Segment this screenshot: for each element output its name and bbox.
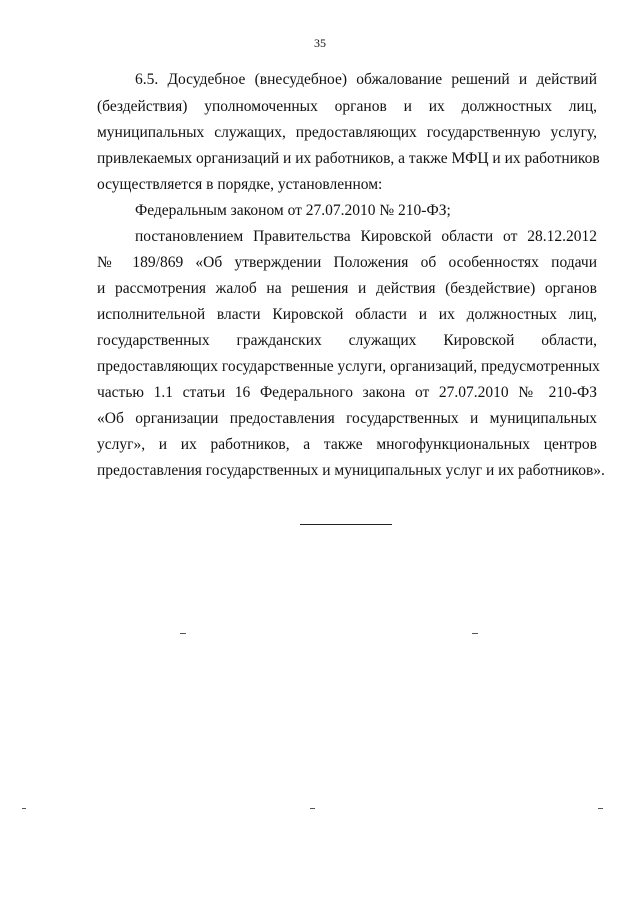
paragraph-line: предоставления государственных и муниципальных услуг и их работников».	[97, 462, 605, 479]
paragraph-line: Федеральным законом от 27.07.2010 № 210-ФЗ;	[135, 202, 451, 219]
paragraph-line: осуществляется в порядке, установленном:	[97, 176, 383, 193]
paragraph-line: № 189/869 «Об утверждении Положения об особенностях подачи	[97, 254, 597, 271]
paragraph-line: государственных гражданских служащих Кировской области,	[97, 332, 597, 349]
page-number: 35	[314, 36, 326, 50]
paragraph-line: услуг», и их работников, а также многофункциональных центров	[97, 436, 597, 453]
scan-artifact	[180, 633, 186, 634]
paragraph-line: и рассмотрения жалоб на решения и действия (бездействие) органов	[97, 280, 597, 297]
scan-artifact	[22, 808, 26, 809]
scan-artifact	[472, 633, 478, 634]
scan-artifact	[598, 808, 603, 809]
paragraph-line: предоставляющих государственные услуги, организаций, предусмотренных	[97, 358, 600, 375]
paragraph-line: (бездействия) уполномоченных органов и их должностных лиц,	[97, 98, 597, 115]
end-separator-line	[300, 524, 392, 525]
paragraph-line: «Об организации предоставления государственных и муниципальных	[97, 410, 597, 427]
paragraph-line: муниципальных служащих, предоставляющих государственную услугу,	[97, 124, 597, 141]
paragraph-line: привлекаемых организаций и их работников, а также МФЦ и их работников	[97, 150, 600, 167]
paragraph-line: 6.5. Досудебное (внесудебное) обжалование решений и действий	[135, 71, 597, 88]
scan-artifact	[310, 808, 315, 809]
paragraph-line: частью 1.1 статьи 16 Федерального закона от 27.07.2010 № 210-ФЗ	[97, 384, 597, 401]
paragraph-line: исполнительной власти Кировской области и их должностных лиц,	[97, 306, 597, 323]
paragraph-line: постановлением Правительства Кировской области от 28.12.2012	[135, 228, 597, 245]
